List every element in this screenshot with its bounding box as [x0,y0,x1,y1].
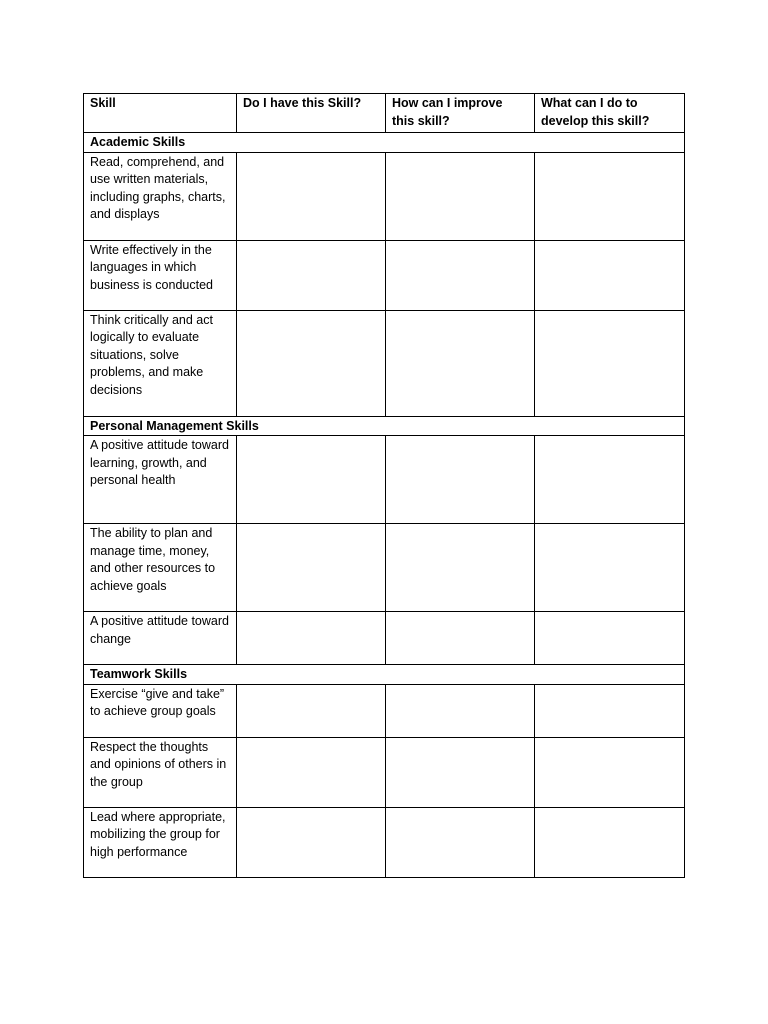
header-improve-skill: How can I improve this skill? [386,94,535,133]
skill-cell: Write effectively in the languages in which business is conducted [84,240,237,310]
develop-skill-cell[interactable] [535,152,685,240]
have-skill-cell[interactable] [237,524,386,612]
skill-cell: Exercise “give and take” to achieve group goals [84,684,237,737]
improve-skill-cell[interactable] [386,807,535,877]
section-title: Teamwork Skills [84,665,685,685]
skills-table [83,93,685,878]
improve-skill-cell[interactable] [386,612,535,665]
improve-skill-cell[interactable] [386,737,535,807]
improve-skill-cell[interactable] [386,240,535,310]
have-skill-cell[interactable] [237,612,386,665]
section-title: Academic Skills [84,133,685,153]
improve-skill-cell[interactable] [386,436,535,524]
improve-skill-cell[interactable] [386,152,535,240]
skill-cell: A positive attitude toward learning, growth, and personal health [84,436,237,524]
table-row [84,240,685,310]
develop-skill-cell[interactable] [535,612,685,665]
section-row-academic [84,133,685,153]
have-skill-cell[interactable] [237,310,386,416]
table-row [84,807,685,877]
header-row [84,94,685,133]
skill-cell: Respect the thoughts and opinions of others in the group [84,737,237,807]
table-row [84,737,685,807]
develop-skill-cell[interactable] [535,310,685,416]
table-row [84,612,685,665]
table-row [84,524,685,612]
develop-skill-cell[interactable] [535,737,685,807]
have-skill-cell[interactable] [237,737,386,807]
section-row-personal-management [84,416,685,436]
improve-skill-cell[interactable] [386,684,535,737]
develop-skill-cell[interactable] [535,436,685,524]
develop-skill-cell[interactable] [535,240,685,310]
skill-cell: Lead where appropriate, mobilizing the group for high performance [84,807,237,877]
have-skill-cell[interactable] [237,240,386,310]
skill-cell: The ability to plan and manage time, money, and other resources to achieve goals [84,524,237,612]
header-skill: Skill [84,94,237,133]
skill-cell: A positive attitude toward change [84,612,237,665]
skill-cell: Think critically and act logically to evaluate situations, solve problems, and make decisions [84,310,237,416]
header-develop-skill: What can I do to develop this skill? [535,94,685,133]
have-skill-cell[interactable] [237,436,386,524]
develop-skill-cell[interactable] [535,807,685,877]
skill-cell: Read, comprehend, and use written materials, including graphs, charts, and displays [84,152,237,240]
table-row [84,310,685,416]
table-row [84,436,685,524]
header-have-skill: Do I have this Skill? [237,94,386,133]
have-skill-cell[interactable] [237,684,386,737]
improve-skill-cell[interactable] [386,310,535,416]
improve-skill-cell[interactable] [386,524,535,612]
table-row [84,684,685,737]
develop-skill-cell[interactable] [535,524,685,612]
develop-skill-cell[interactable] [535,684,685,737]
section-title: Personal Management Skills [84,416,685,436]
have-skill-cell[interactable] [237,152,386,240]
section-row-teamwork [84,665,685,685]
table-row [84,152,685,240]
have-skill-cell[interactable] [237,807,386,877]
